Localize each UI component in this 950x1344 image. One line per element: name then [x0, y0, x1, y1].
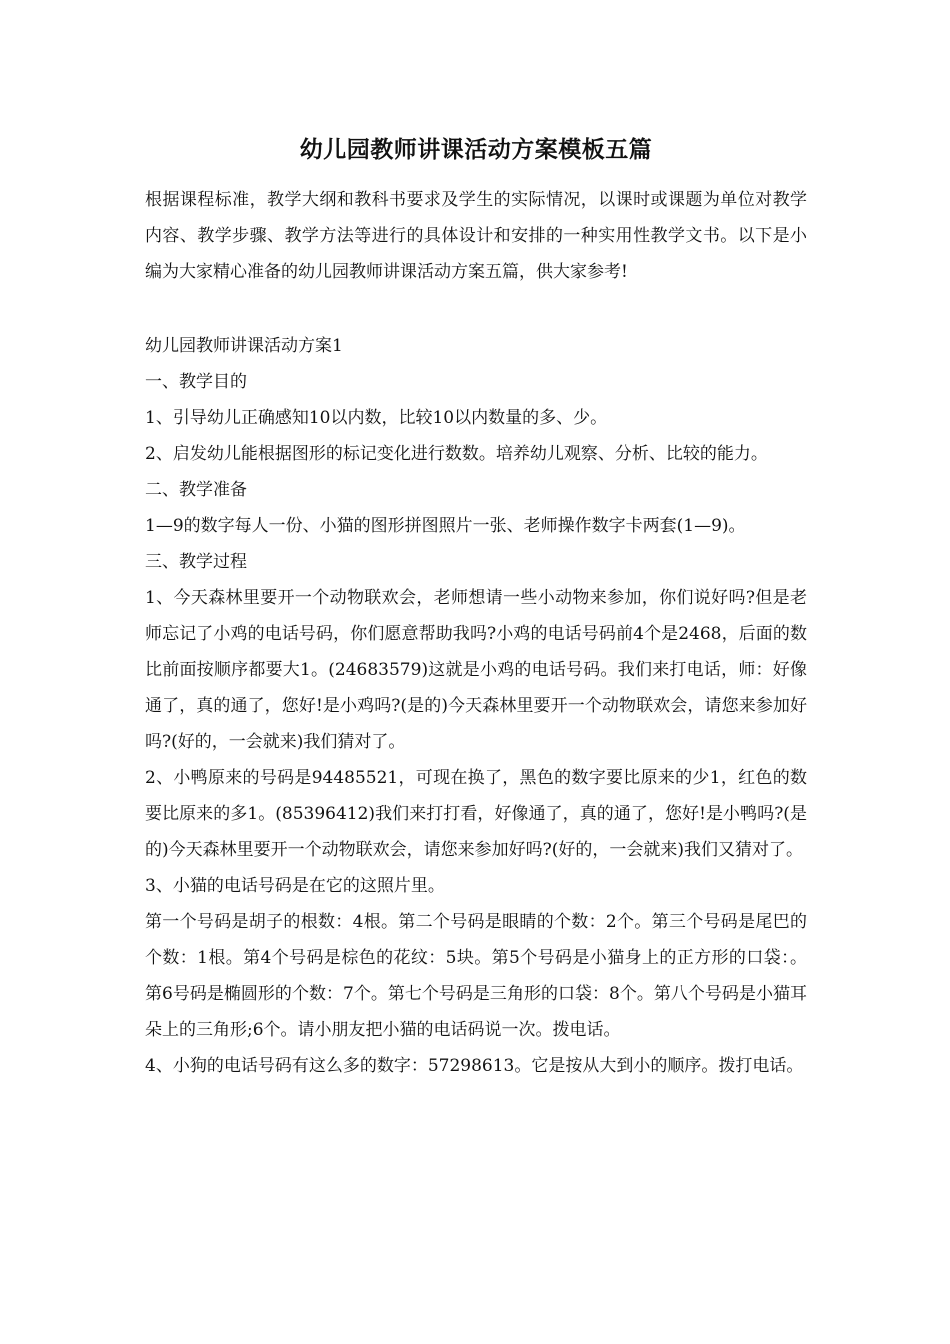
body-paragraph: 3、小猫的电话号码是在它的这照片里。: [145, 876, 445, 896]
document-page: [145, 128, 807, 1084]
body-paragraph: 1—9的数字每人一份、小猫的图形拼图照片一张、老师操作数字卡两套(1—9)。: [145, 516, 746, 536]
intro-paragraph: 根据课程标准，教学大纲和教科书要求及学生的实际情况，以课时或课题为单位对教学内容、教学步骤、教学方法等进行的具体设计和安排的一种实用性教学文书。以下是小编为大家精心准备的幼儿园教师讲课活动方案五篇，供大家参考!: [145, 190, 807, 282]
body-paragraph: 2、小鸭原来的号码是94485521，可现在换了，黑色的数字要比原来的少1，红色的数要比原来的多1。(85396412)我们来打打看，好像通了，真的通了，您好!是小鸭吗?(是的)今天森林里要开一个动物联欢会，请您来参加好吗?(好的，一会就来)我们又猜对了。: [145, 768, 807, 860]
paragraph-gap: [145, 290, 807, 328]
body-paragraph: 1、今天森林里要开一个动物联欢会，老师想请一些小动物来参加，你们说好吗?但是老师忘记了小鸡的电话号码，你们愿意帮助我吗?小鸡的电话号码前4个是2468，后面的数比前面按顺序都要大1。(24683579)这就是小鸡的电话号码。我们来打电话，师：好像通了，真的通了，您好!是小鸡吗?(是的)今天森林里要开一个动物联欢会，请您来参加好吗?(好的，一会就来)我们猜对了。: [145, 588, 807, 752]
body-paragraph: 4、小狗的电话号码有这么多的数字：57298613。它是按从大到小的顺序。拨打电话。: [145, 1056, 804, 1076]
body-paragraph: 1、引导幼儿正确感知10以内数，比较10以内数量的多、少。: [145, 408, 608, 428]
body-paragraph: 第一个号码是胡子的根数：4根。第二个号码是眼睛的个数：2个。第三个号码是尾巴的个数：1根。第4个号码是棕色的花纹：5块。第5个号码是小猫身上的正方形的口袋：。第6号码是椭圆形的个数：7个。第七个号码是三角形的口袋：8个。第八个号码是小猫耳朵上的三角形;6个。请小朋友把小猫的电话码说一次。拨电话。: [145, 912, 807, 1040]
subsection-heading: 三、教学过程: [145, 552, 247, 572]
subsection-heading: 一、教学目的: [145, 372, 247, 392]
document-title: 幼儿园教师讲课活动方案模板五篇: [299, 136, 653, 163]
document-body: [145, 328, 807, 1084]
subsection-heading: 二、教学准备: [145, 480, 247, 500]
body-paragraph: 2、启发幼儿能根据图形的标记变化进行数数。培养幼儿观察、分析、比较的能力。: [145, 444, 768, 464]
section-heading: 幼儿园教师讲课活动方案1: [145, 336, 343, 356]
